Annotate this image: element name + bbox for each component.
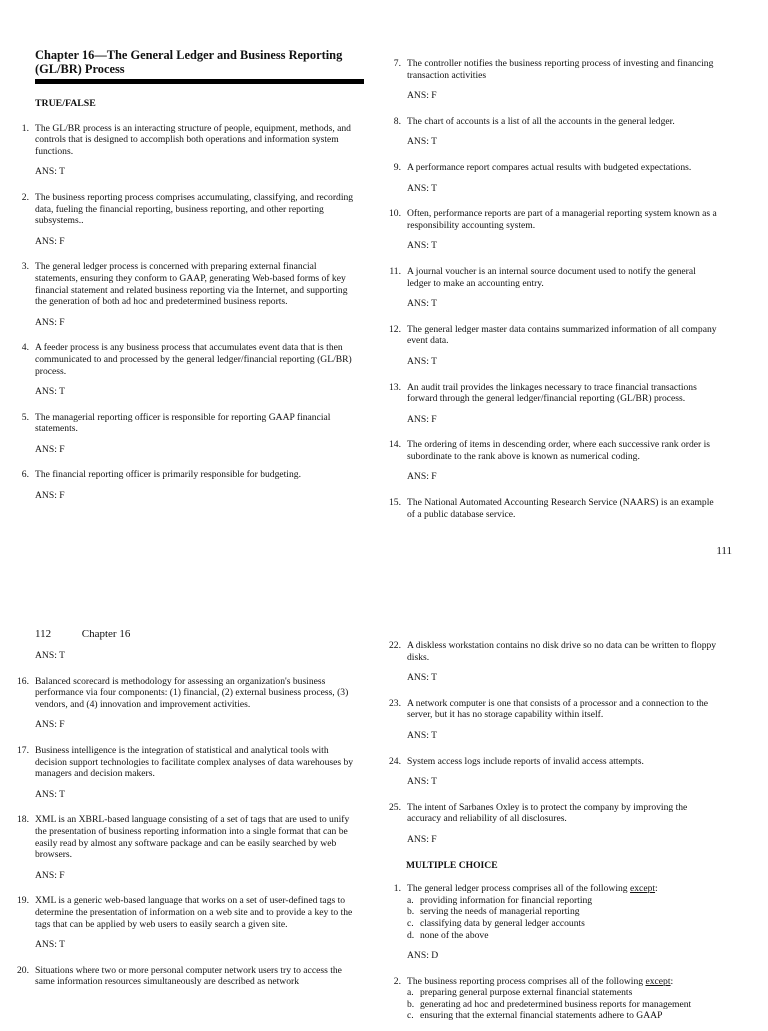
question-number: 13. bbox=[389, 381, 401, 393]
question-item bbox=[12, 123, 364, 158]
question-text: The business reporting process comprises all of the following bbox=[407, 975, 644, 987]
question-item bbox=[384, 266, 732, 289]
question-number: 15. bbox=[389, 497, 401, 509]
running-head bbox=[35, 629, 130, 641]
answer-label: ANS: F bbox=[407, 471, 437, 483]
true-false-list-left-2 bbox=[12, 676, 364, 988]
question-text: A feeder process is any business process that accumulates event data that is then communicated to and processed by the general ledger/financial reporting (GL/BR) process. bbox=[35, 342, 352, 377]
page-112-right-column bbox=[384, 640, 732, 1031]
question-number: 2. bbox=[393, 975, 401, 987]
question-item bbox=[12, 895, 364, 930]
question-text: The general ledger process is concerned with preparing external financial statements, ensuring they conform to GAAP, generating Web-based forms of key financial statement and related business reporting via the Internet, and supporting the generation of both ad hoc and predetermined business reports. bbox=[35, 261, 348, 308]
question-number: 7. bbox=[393, 58, 401, 69]
answer-label: ANS: T bbox=[407, 672, 437, 684]
answer-label: ANS: T bbox=[35, 166, 65, 178]
option-d: d. none of the above bbox=[407, 929, 489, 941]
question-number: 8. bbox=[393, 115, 401, 127]
question-number: 17. bbox=[17, 744, 29, 756]
question-number: 11. bbox=[389, 265, 401, 277]
question-text: Balanced scorecard is methodology for assessing an organization's business performance via four components: (1) financial, (2) external business process, (3) vendors, and (4) innovation and improvement activities. bbox=[35, 675, 349, 710]
question-item bbox=[384, 802, 732, 825]
answer-label: ANS: T bbox=[407, 240, 437, 252]
question-text: A journal voucher is an internal source document used to notify the general ledger to make an accounting entry. bbox=[407, 265, 696, 289]
question-text: Often, performance reports are part of a managerial reporting system known as a responsibility accounting system. bbox=[407, 208, 717, 231]
option-c: c. classifying data by general ledger accounts bbox=[407, 917, 585, 929]
question-item bbox=[384, 208, 732, 231]
question-item bbox=[384, 640, 732, 663]
page-112-left-column bbox=[12, 650, 364, 997]
true-false-list-right-2 bbox=[384, 640, 732, 846]
question-emphasis: except bbox=[645, 975, 671, 987]
option-a: a. preparing general purpose external financial statements bbox=[407, 987, 633, 999]
question-item bbox=[384, 756, 732, 768]
option-c: c. ensuring that the external financial statements adhere to GAAP bbox=[407, 1010, 663, 1022]
answer-label: ANS: F bbox=[35, 490, 65, 502]
question-item bbox=[12, 814, 364, 860]
answer-label: ANS: F bbox=[35, 316, 65, 328]
answer-label: ANS: T bbox=[407, 298, 437, 310]
question-text: A network computer is one that consists of a processor and a connection to the server, but it has no storage capability within itself. bbox=[407, 697, 709, 721]
question-item bbox=[12, 965, 364, 988]
question-number: 6. bbox=[21, 469, 29, 481]
question-number: 2. bbox=[21, 191, 29, 203]
answer-label: ANS: F bbox=[407, 413, 437, 425]
mc-question-1 bbox=[384, 883, 732, 941]
answer-label: ANS: F bbox=[35, 443, 65, 455]
answer-label: ANS: T bbox=[407, 136, 437, 148]
answer-label: ANS: F bbox=[35, 235, 65, 247]
running-page-number: 112 bbox=[35, 628, 52, 640]
question-number: 4. bbox=[21, 342, 29, 354]
question-text: The managerial reporting officer is responsible for reporting GAAP financial statements. bbox=[35, 411, 331, 435]
question-number: 9. bbox=[393, 161, 401, 173]
question-number: 10. bbox=[389, 208, 401, 220]
question-number: 18. bbox=[17, 814, 29, 826]
question-number: 12. bbox=[389, 323, 401, 335]
question-item bbox=[384, 324, 732, 347]
question-text: A performance report compares actual results with budgeted expectations. bbox=[407, 161, 692, 173]
question-number: 20. bbox=[17, 964, 29, 976]
question-text: The National Automated Accounting Research Service (NAARS) is an example of a public database service. bbox=[407, 497, 714, 520]
running-chapter: Chapter 16 bbox=[81, 628, 131, 640]
question-number: 19. bbox=[17, 895, 29, 907]
chapter-title: Chapter 16—The General Ledger and Business Reporting (GL/BR) Process bbox=[35, 48, 364, 84]
answer-label: ANS: T bbox=[407, 355, 437, 367]
question-text: Business intelligence is the integration of statistical and analytical tools with decision support technologies to facilitate complex analyses of data warehouses by managers and decision makers. bbox=[35, 744, 354, 780]
question-end: : bbox=[670, 975, 674, 987]
page-111-right-column bbox=[384, 58, 732, 529]
answer-label: ANS: T bbox=[407, 729, 437, 741]
answer-label: ANS: T bbox=[407, 776, 437, 788]
answer-label: ANS: T bbox=[35, 788, 65, 800]
answer-label: ANS: T bbox=[407, 182, 437, 194]
true-false-list-left bbox=[12, 123, 364, 502]
question-number: 3. bbox=[21, 261, 29, 273]
question-text: XML is an XBRL-based language consisting of a set of tags that are used to unify the presentation of business reporting information into a single format that can be easily read by almost any software package and can be easily searched by web browsers. bbox=[35, 814, 350, 861]
question-number: 5. bbox=[21, 411, 29, 423]
answer-options bbox=[407, 895, 722, 941]
question-text: XML is a generic web-based language that works on a set of user-defined tags to determine the presentation of information on a web site and to provide a key to the tags that can be applied by web users to easily search a given site. bbox=[35, 895, 353, 930]
option-b: b. generating ad hoc and predetermined business reports for management bbox=[407, 998, 692, 1010]
question-end: : bbox=[655, 883, 658, 895]
question-item bbox=[12, 261, 364, 307]
question-item bbox=[12, 745, 364, 780]
question-item bbox=[384, 162, 732, 174]
true-false-heading: TRUE/FALSE bbox=[35, 98, 96, 109]
answer-label: ANS: F bbox=[35, 719, 65, 731]
page-number: 111 bbox=[716, 545, 732, 557]
answer-label: ANS: F bbox=[407, 90, 437, 102]
question-number: 16. bbox=[17, 675, 29, 687]
option-a: a. providing information for financial reporting bbox=[407, 894, 593, 906]
question-text: The ordering of items in descending order, where each successive rank order is subordinate to the rank above is known as numerical coding. bbox=[407, 439, 711, 462]
option-b: b. serving the needs of managerial reporting bbox=[407, 906, 580, 918]
question-item bbox=[384, 382, 732, 405]
question-item bbox=[384, 58, 732, 81]
answer-label: ANS: T bbox=[35, 650, 65, 661]
question-text: The intent of Sarbanes Oxley is to protect the company by improving the accuracy and reliability of all disclosures. bbox=[407, 801, 688, 825]
question-number: 1. bbox=[21, 122, 29, 134]
question-text: The business reporting process comprises accumulating, classifying, and recording data, fueling the financial reporting, business reporting, and other reporting subsystems.. bbox=[35, 191, 354, 227]
question-item bbox=[12, 676, 364, 711]
question-number: 24. bbox=[389, 755, 401, 767]
page-111-left-column bbox=[12, 48, 364, 516]
question-text: System access logs include reports of invalid access attempts. bbox=[407, 755, 644, 767]
answer-label: ANS: F bbox=[35, 869, 65, 881]
answer-label: ANS: T bbox=[35, 386, 65, 398]
question-emphasis: except bbox=[630, 883, 656, 895]
question-text: The chart of accounts is a list of all the accounts in the general ledger. bbox=[407, 115, 675, 127]
question-item bbox=[12, 412, 364, 435]
question-text: The controller notifies the business reporting process of investing and financing transaction activities bbox=[407, 58, 714, 81]
question-number: 1. bbox=[393, 883, 401, 895]
question-item bbox=[384, 116, 732, 128]
question-item bbox=[12, 469, 364, 481]
question-text: The general ledger master data contains summarized information of all company event data. bbox=[407, 323, 717, 347]
true-false-list-right bbox=[384, 58, 732, 520]
mc-question-2 bbox=[384, 976, 732, 1022]
question-number: 22. bbox=[389, 640, 401, 651]
question-item bbox=[384, 497, 732, 520]
answer-label: ANS: F bbox=[407, 833, 437, 845]
question-item bbox=[384, 439, 732, 462]
multiple-choice-heading: MULTIPLE CHOICE bbox=[406, 859, 498, 871]
question-text: The GL/BR process is an interacting structure of people, equipment, methods, and controls that is designed to accomplish both operations and information system functions. bbox=[35, 122, 351, 157]
answer-label: ANS: D bbox=[407, 950, 439, 962]
answer-options bbox=[407, 987, 722, 1022]
question-number: 23. bbox=[389, 697, 401, 709]
question-item bbox=[384, 698, 732, 721]
question-number: 14. bbox=[389, 439, 401, 451]
question-item bbox=[12, 342, 364, 377]
question-text: Situations where two or more personal computer network users try to access the same information resources simultaneously are described as network bbox=[35, 964, 342, 988]
question-text: A diskless workstation contains no disk drive so no data can be written to floppy disks. bbox=[407, 640, 717, 663]
question-text: The financial reporting officer is primarily responsible for budgeting. bbox=[35, 469, 301, 481]
question-item bbox=[12, 192, 364, 227]
answer-label: ANS: T bbox=[35, 939, 65, 951]
question-text: An audit trail provides the linkages necessary to trace financial transactions forward through the general ledger/financial reporting (GL/BR) process. bbox=[407, 381, 697, 405]
question-text: The general ledger process comprises all of the following bbox=[407, 883, 628, 895]
question-number: 25. bbox=[389, 801, 401, 813]
